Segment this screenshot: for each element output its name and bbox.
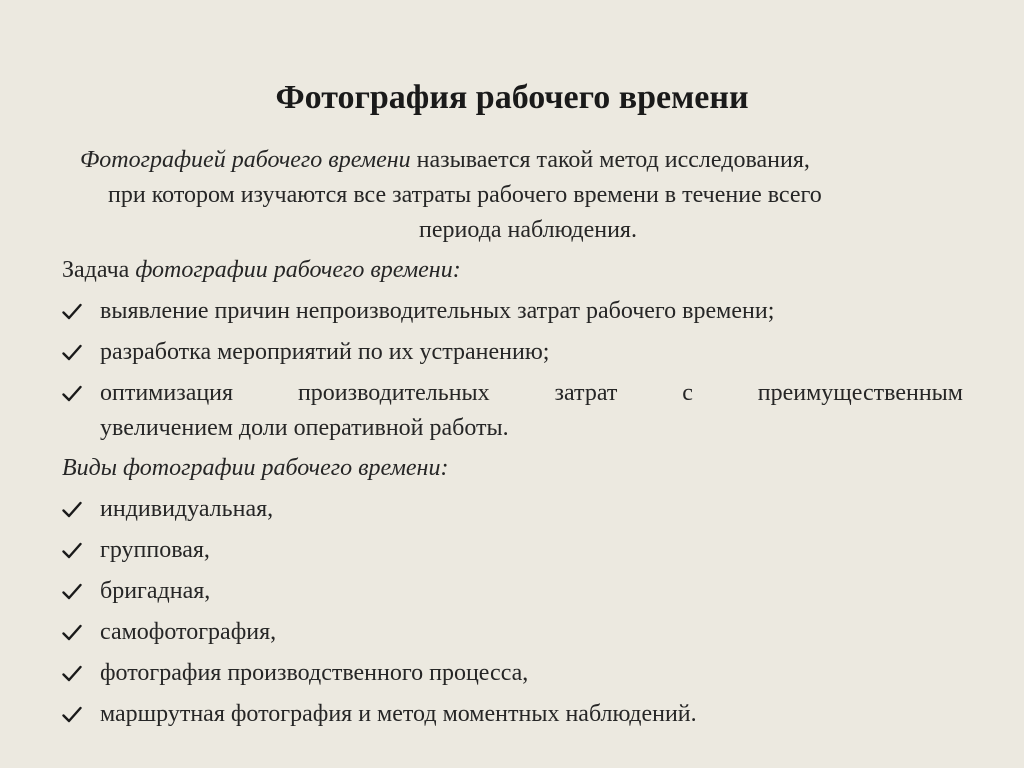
list-item — [62, 294, 963, 329]
kinds-list — [62, 492, 963, 738]
definition-line-2: при котором изучаются все затраты рабочего времени в течение всего — [108, 182, 822, 208]
checkmark-icon — [62, 376, 86, 411]
definition-text-1: называется такой метод исследования, — [410, 147, 810, 173]
tasks-heading-prefix: Задача — [62, 257, 136, 283]
list-item — [62, 615, 963, 650]
checkmark-icon — [62, 574, 86, 609]
checkmark-icon — [62, 492, 86, 527]
definition-line-1 — [80, 143, 966, 178]
tasks-list — [62, 294, 963, 452]
task-item-text: выявление причин непроизводительных затрат рабочего времени; — [100, 298, 775, 324]
list-item — [62, 492, 963, 527]
checkmark-icon — [62, 656, 86, 691]
definition-line-3: периода наблюдения. — [419, 217, 637, 243]
slide-title: Фотография рабочего времени — [275, 79, 749, 116]
kinds-heading: Виды фотографии рабочего времени: — [62, 455, 449, 481]
definition-paragraph — [80, 143, 966, 248]
checkmark-icon — [62, 335, 86, 370]
tasks-heading — [62, 254, 461, 286]
list-item — [62, 376, 963, 446]
kind-item-text: маршрутная фотография и метод моментных наблюдений. — [100, 701, 697, 727]
checkmark-icon — [62, 697, 86, 732]
list-item — [62, 697, 963, 732]
checkmark-icon — [62, 294, 86, 329]
checkmark-icon — [62, 533, 86, 568]
list-item — [62, 335, 963, 370]
task-item-text: разработка мероприятий по их устранению; — [100, 339, 550, 365]
task-item-text-line-1: оптимизация производительных затрат с преимущественным — [100, 380, 963, 406]
list-item — [62, 533, 963, 568]
tasks-heading-italic: фотографии рабочего времени: — [135, 257, 461, 283]
kind-item-text: самофотография, — [100, 619, 277, 645]
task-item-text-line-2: увеличением доли оперативной работы. — [100, 415, 509, 441]
checkmark-icon — [62, 615, 86, 650]
list-item — [62, 656, 963, 691]
kind-item-text: бригадная, — [100, 578, 211, 604]
definition-term: Фотографией рабочего времени — [80, 147, 411, 173]
list-item — [62, 574, 963, 609]
kind-item-text: фотография производственного процесса, — [100, 660, 529, 686]
kind-item-text: групповая, — [100, 537, 210, 563]
kind-item-text: индивидуальная, — [100, 496, 274, 522]
